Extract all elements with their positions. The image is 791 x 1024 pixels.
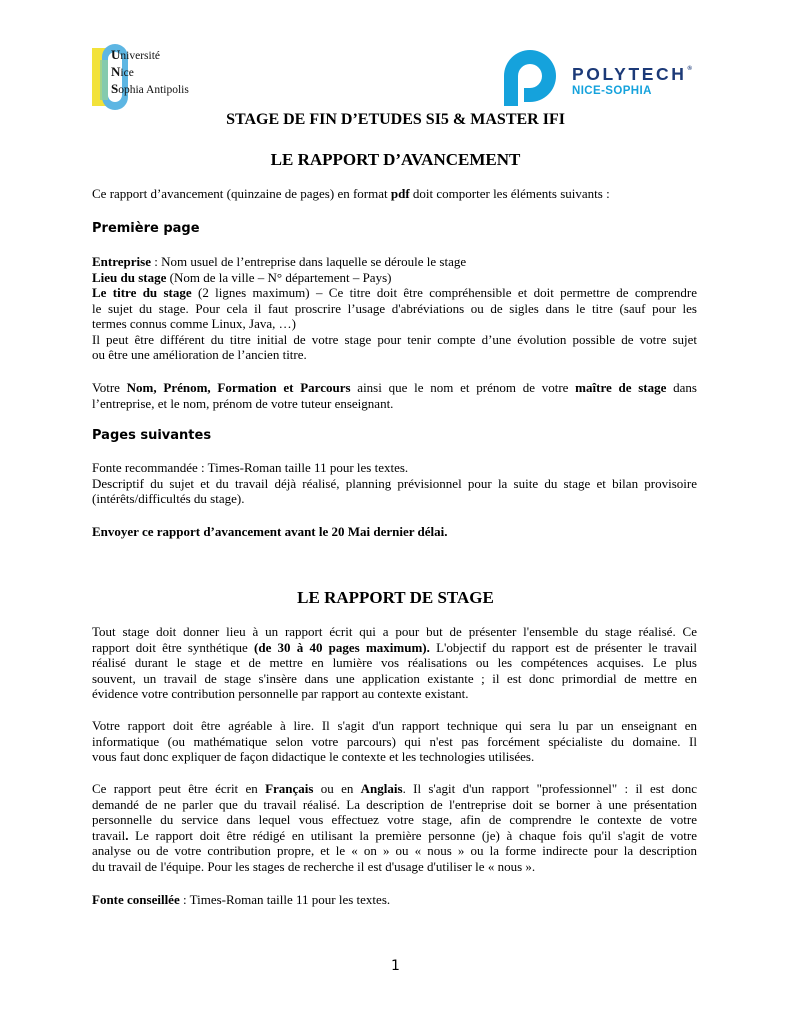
document-title: STAGE DE FIN D’ETUDES SI5 & MASTER IFI <box>226 111 565 128</box>
logo-line-sophia: Sophia Antipolis <box>111 81 189 96</box>
titre-line-3: termes connus comme Linux, Java, …) <box>92 316 296 331</box>
p3-line-2: demandé de ne parler que du travail réalisé. La description de l'entreprise doit se borner à une présentation <box>92 796 697 812</box>
titre-line-4: Il peut être différent du titre initial de votre stage pour tenir compte d’une évolution possible de votre sujet <box>92 331 697 347</box>
titre-line-1: Le titre du stage (2 lignes maximum) – Ce titre doit être compréhensible et doit permettre de comprendre <box>92 285 697 300</box>
logo-line-universite: Université <box>111 47 160 62</box>
pages-suivantes-paragraph <box>92 460 697 507</box>
deadline-notice: Envoyer ce rapport d’avancement avant le 20 Mai dernier délai. <box>92 524 448 539</box>
p1-line-2: rapport doit être synthétique (de 30 à 40 pages maximum). L'objectif du rapport est de présenter le travail <box>92 639 697 655</box>
p3-line-4: travail. Le rapport doit être rédigé en utilisant la première personne (je) à chaque fois qu'il s'agit de votre <box>92 827 697 843</box>
pages-line-2: Descriptif du sujet et du travail déjà réalisé, planning prévisionnel pour la suite du stage et bilan provisoire <box>92 475 697 491</box>
p1-line-5: évidence votre contribution personnelle par rapport au contexte existant. <box>92 686 469 701</box>
p3-line-5: analyse ou de votre contribution propre, et le « on » ou « nous » ou la forme indirecte pour la description <box>92 843 697 858</box>
p2-line-2: informatique (ou mathématique selon votre parcours) qui n'est pas forcément spécialiste du domaine. Il <box>92 733 697 749</box>
polytech-subtitle: NICE-SOPHIA <box>572 85 652 97</box>
pages-line-3: (intérêts/difficultés du stage). <box>92 491 245 506</box>
votre-line-1: Votre Nom, Prénom, Formation et Parcours ainsi que le nom et prénom de votre maître de stage dans <box>92 380 697 395</box>
p2-line-1: Votre rapport doit être agréable à lire. Il s'agit d'un rapport technique qui sera lu par un enseignant en <box>92 718 697 733</box>
titre-line-5: ou être une amélioration de l’ancien titre. <box>92 347 307 362</box>
p3-line-6: du travail de l'équipe. Pour les stages de recherche il est d'usage d'utiliser le « nous ». <box>92 858 536 874</box>
p1-line-4: souvent, un travail de stage s'insère dans une application existante ; il est donc primordial de mettre en <box>92 670 697 686</box>
pages-line-1: Fonte recommandée : Times-Roman taille 11 pour les textes. <box>92 460 409 475</box>
votre-line-2: l’entreprise, et le nom, prénom de votre tuteur enseignant. <box>92 395 394 411</box>
intro-paragraph: Ce rapport d’avancement (quinzaine de pages) en format pdf doit comporter les éléments suivants : <box>92 186 610 201</box>
polytech-name: POLYTECH® <box>572 64 692 84</box>
rapport-paragraph-3 <box>92 781 697 874</box>
p3-line-1: Ce rapport peut être écrit en Français ou en Anglais. Il s'agit d'un rapport "professionnel" : il est donc <box>92 781 697 796</box>
subheading-pages-suivantes: Pages suivantes <box>92 428 212 443</box>
p1-line-3: réalisé durant le stage et de mettre en lumière vos réalisations ou les compétences acquises. Le plus <box>92 655 697 670</box>
votre-paragraph <box>92 380 697 411</box>
subheading-premiere-page: Première page <box>92 221 200 236</box>
fonte-conseillee-line: Fonte conseillée : Times-Roman taille 11 pour les textes. <box>92 892 391 907</box>
section-heading-rapport-stage: LE RAPPORT DE STAGE <box>297 588 494 607</box>
titre-line-2: le sujet du stage. Pour cela il faut proscrire l’usage d'abréviations ou de sigles dans le titre (sauf pour les <box>92 300 697 316</box>
p2-line-3: vous faut donc expliquer de façon didactique le contexte et les technologies utilisées. <box>92 749 535 764</box>
p3-line-3: personnelle du service dans lequel vous effectuez votre stage, afin de comprendre le contexte de votre <box>92 812 697 827</box>
section-heading-avancement: LE RAPPORT D’AVANCEMENT <box>270 150 521 169</box>
rapport-paragraph-1 <box>92 624 697 702</box>
page-number: 1 <box>391 958 400 974</box>
p1-line-1: Tout stage doit donner lieu à un rapport écrit qui a pour but de présenter l'ensemble du stage réalisé. Ce <box>92 624 697 639</box>
rapport-paragraph-2 <box>92 718 697 765</box>
entreprise-line: Entreprise : Nom usuel de l’entreprise dans laquelle se déroule le stage <box>92 254 467 269</box>
titre-paragraph <box>92 285 697 363</box>
lieu-line: Lieu du stage (Nom de la ville – N° département – Pays) <box>92 270 392 285</box>
logo-line-nice: Nice <box>111 64 134 79</box>
